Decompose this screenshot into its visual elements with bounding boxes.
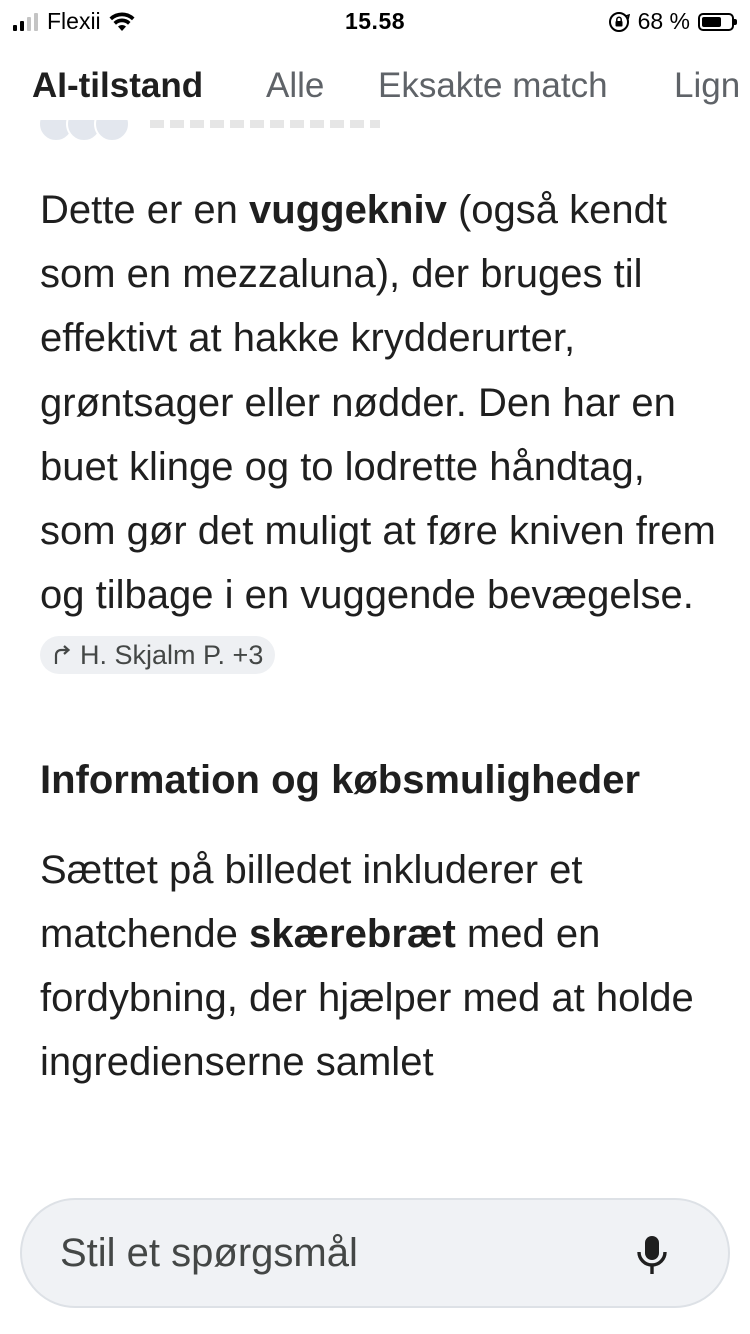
answer-bold-term: skærebræt	[249, 911, 456, 956]
sources-row-peek	[40, 120, 400, 144]
ask-input[interactable]	[60, 1226, 600, 1280]
ai-answer	[40, 178, 720, 1094]
answer-text: (også kendt som en mezzaluna), der bruges til effektivt at hakke krydderurter, grøntsager eller nødder. Den har en buet klinge og to lodrette håndtag, som gør det muligt at føre kniven frem og tilbage i en vuggende bevægelse.	[40, 188, 716, 618]
battery-icon	[698, 13, 734, 31]
citation-label: H. Skjalm P. +3	[80, 640, 264, 671]
rotation-lock-icon	[608, 11, 630, 33]
tab-all[interactable]: Alle	[266, 66, 325, 105]
answer-paragraph-1	[40, 178, 720, 692]
battery-percentage: 68 %	[637, 8, 690, 34]
answer-text: Dette er en	[40, 188, 250, 232]
source-favicons	[46, 120, 130, 142]
answer-bold-term: vuggekniv	[249, 188, 447, 232]
status-bar	[0, 0, 750, 40]
search-mode-tabs	[0, 62, 750, 120]
citation-chip[interactable]	[40, 636, 275, 674]
tab-exact-match[interactable]: Eksakte match	[378, 66, 608, 105]
battery-level	[702, 17, 721, 27]
status-right	[608, 8, 734, 35]
ask-bar	[20, 1198, 730, 1308]
answer-text: med en fordybning, der hjælper med at holde ingredienserne samlet	[40, 911, 694, 1085]
tab-ai-mode[interactable]: AI-tilstand	[32, 66, 204, 105]
section-heading: Information og købsmuligheder	[40, 757, 641, 802]
carrier-name: Flexii	[47, 8, 101, 34]
answer-text: Sættet på billedet inkluderer et matchende	[40, 847, 583, 956]
tab-similar[interactable]: Lign	[674, 66, 741, 105]
answer-paragraph-2	[40, 838, 720, 1095]
microphone-icon[interactable]	[632, 1234, 672, 1276]
link-arrow-icon	[50, 644, 72, 666]
sources-text-peek	[150, 120, 380, 128]
status-time: 15.58	[344, 8, 406, 34]
